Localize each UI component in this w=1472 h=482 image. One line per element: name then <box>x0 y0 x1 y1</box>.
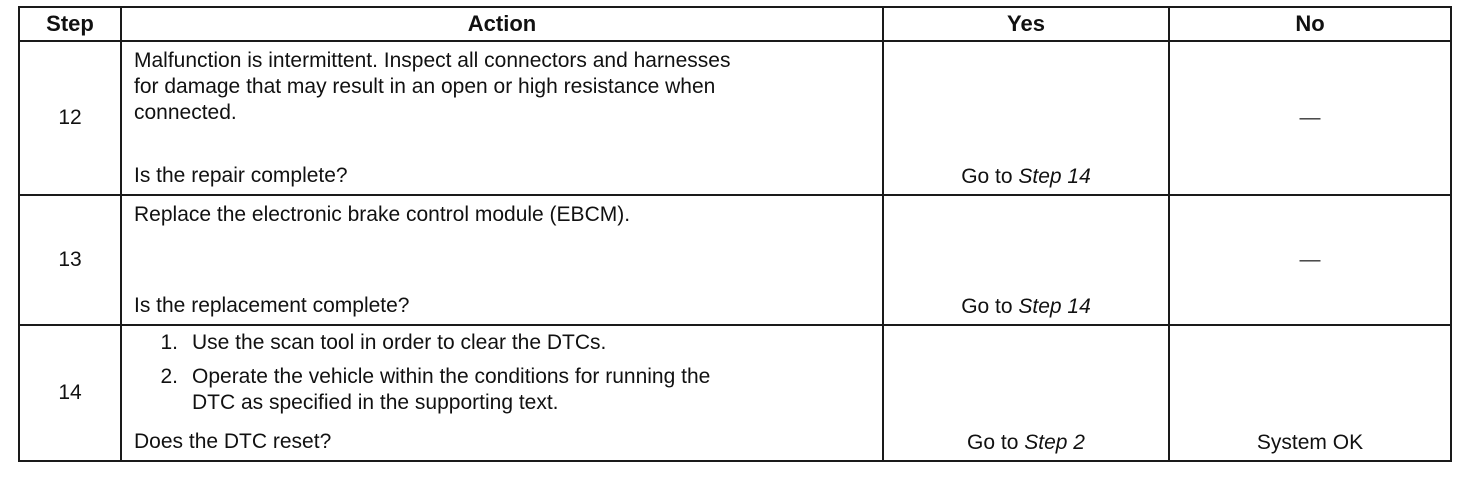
substep-text <box>192 330 882 356</box>
substep-line: DTC as specified in the supporting text. <box>192 391 559 414</box>
action-question: Is the replacement complete? <box>134 294 410 317</box>
yes-result <box>884 165 1168 189</box>
substep-number: 2. <box>160 365 178 388</box>
action-cell <box>121 325 883 461</box>
header-no: No <box>1169 7 1451 41</box>
yes-prefix: Go to <box>967 431 1025 454</box>
step-number: 13 <box>19 195 121 325</box>
yes-result <box>884 431 1168 455</box>
action-text <box>122 42 882 126</box>
step-reference-link[interactable]: Step 2 <box>1024 431 1085 454</box>
substep-line: Use the scan tool in order to clear the DTCs. <box>192 331 607 354</box>
table-row <box>19 195 1451 325</box>
diagnostic-table <box>18 6 1452 462</box>
substep-number: 1. <box>160 331 178 354</box>
no-result: — <box>1299 248 1321 271</box>
action-question: Is the repair complete? <box>134 164 348 187</box>
yes-prefix: Go to <box>961 165 1019 188</box>
no-cell <box>1169 41 1451 195</box>
action-line: for damage that may result in an open or high resistance when <box>134 75 716 98</box>
substep-line: Operate the vehicle within the conditions for running the <box>192 365 711 388</box>
action-line: connected. <box>134 101 237 124</box>
no-result: — <box>1299 106 1321 129</box>
step-number: 12 <box>19 41 121 195</box>
header-yes: Yes <box>883 7 1169 41</box>
substep-list <box>122 326 882 416</box>
no-result: System OK <box>1256 431 1364 454</box>
yes-cell <box>883 325 1169 461</box>
action-line: Malfunction is intermittent. Inspect all connectors and harnesses <box>134 49 731 72</box>
substep-item <box>122 330 882 356</box>
action-cell <box>121 41 883 195</box>
substep-item <box>122 364 882 416</box>
no-cell <box>1169 195 1451 325</box>
table-row <box>19 325 1451 461</box>
header-action: Action <box>121 7 883 41</box>
substep-text <box>192 364 882 416</box>
action-question: Does the DTC reset? <box>134 430 332 453</box>
no-cell <box>1169 325 1451 461</box>
step-reference-link[interactable]: Step 14 <box>1018 295 1091 318</box>
yes-cell <box>883 195 1169 325</box>
action-cell <box>121 195 883 325</box>
yes-result <box>884 295 1168 319</box>
step-number: 14 <box>19 325 121 461</box>
header-step: Step <box>19 7 121 41</box>
step-reference-link[interactable]: Step 14 <box>1018 165 1091 188</box>
action-line: Replace the electronic brake control module (EBCM). <box>134 203 631 226</box>
yes-cell <box>883 41 1169 195</box>
table-row <box>19 41 1451 195</box>
action-text <box>122 196 882 228</box>
table-header-row <box>19 7 1451 41</box>
yes-prefix: Go to <box>961 295 1019 318</box>
